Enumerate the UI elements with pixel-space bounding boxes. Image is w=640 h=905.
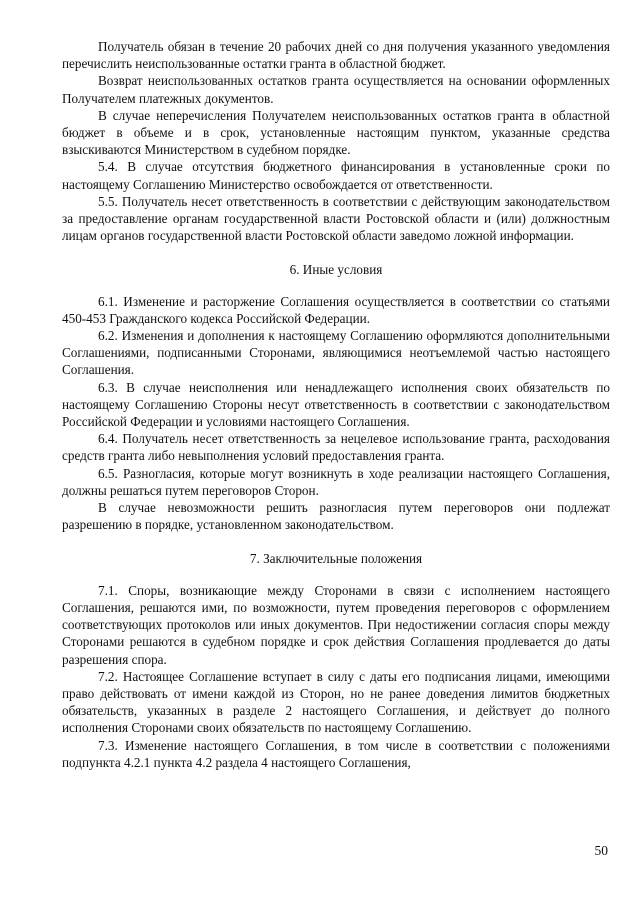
paragraph-6-5: 6.5. Разногласия, которые могут возникнуть в ходе реализации настоящего Соглашения, должны решаться путем переговоров Сторон. [62,465,610,498]
paragraph-nonpayment: В случае неперечисления Получателем неиспользованных остатков гранта в областной бюджет в объеме и в срок, установленные настоящим пунктом, указанные средства взыскиваются Министерством в судебном порядке. [62,107,610,158]
paragraph-7-3: 7.3. Изменение настоящего Соглашения, в том числе в соответствии с положениями подпункта 4.2.1 пункта 4.2 раздела 4 настоящего Соглашения, [62,737,610,770]
paragraph-6-3: 6.3. В случае неисполнения или ненадлежащего исполнения своих обязательств по настоящему Соглашению Стороны несут ответственность в соответствии с законодательством Российской Федерации и условиями настоящего Соглашения. [62,379,610,430]
paragraph-7-2: 7.2. Настоящее Соглашение вступает в силу с даты его подписания лицами, имеющими право действовать от имени каждой из Сторон, но не ранее доведения лимитов бюджетных обязательств, указанных в разделе 2 настоящего Соглашения, и действует до полного исполнения Сторонами своих обязательств по настоящему Соглашению. [62,668,610,736]
section-7-heading: 7. Заключительные положения [249,551,423,567]
paragraph-6-4: 6.4. Получатель несет ответственность за нецелевое использование гранта, расходования средств гранта либо невыполнения условий предоставления гранта. [62,431,610,464]
paragraph-refund-obligation: Получатель обязан в течение 20 рабочих дней со дня получения указанного уведомления перечислить неиспользованные остатки гранта в областной бюджет. [62,39,610,72]
section-6-heading: 6. Иные условия [289,262,383,278]
page-number: 50 [594,843,608,858]
paragraph-7-1: 7.1. Споры, возникающие между Сторонами в связи с исполнением настоящего Соглашения, решаются ими, по возможности, путем проведения переговоров с оформлением соответствующих протоколов или иных документов. При недостижении согласия споры между Сторонами решаются в судебном порядке и срок действия Соглашения продлевается до даты разрешения спора. [62,582,610,667]
paragraph-5-5: 5.5. Получатель несет ответственность в соответствии с действующим законодательством за предоставление органам государственной власти Ростовской области и (или) должностным лицам органов государственной власти Ростовской области заведомо ложной информации. [62,193,610,244]
paragraph-6-2: 6.2. Изменения и дополнения к настоящему Соглашению оформляются дополнительными Соглашениями, подписанными Сторонами, являющимися неотъемлемой частью настоящего Соглашения. [62,328,610,378]
paragraph-6-5-continued: В случае невозможности решить разногласия путем переговоров они подлежат разрешению в порядке, установленном законодательством. [62,500,610,533]
paragraph-5-4: 5.4. В случае отсутствия бюджетного финансирования в установленные сроки по настоящему Соглашению Министерство освобождается от ответственности. [62,159,610,192]
document-page [62,38,610,771]
paragraph-refund-basis: Возврат неиспользованных остатков гранта осуществляется на основании оформленных Получателем платежных документов. [62,73,610,106]
paragraph-6-1: 6.1. Изменение и расторжение Соглашения осуществляется в соответствии со статьями 450-453 Гражданского кодекса Российской Федерации. [62,293,610,326]
